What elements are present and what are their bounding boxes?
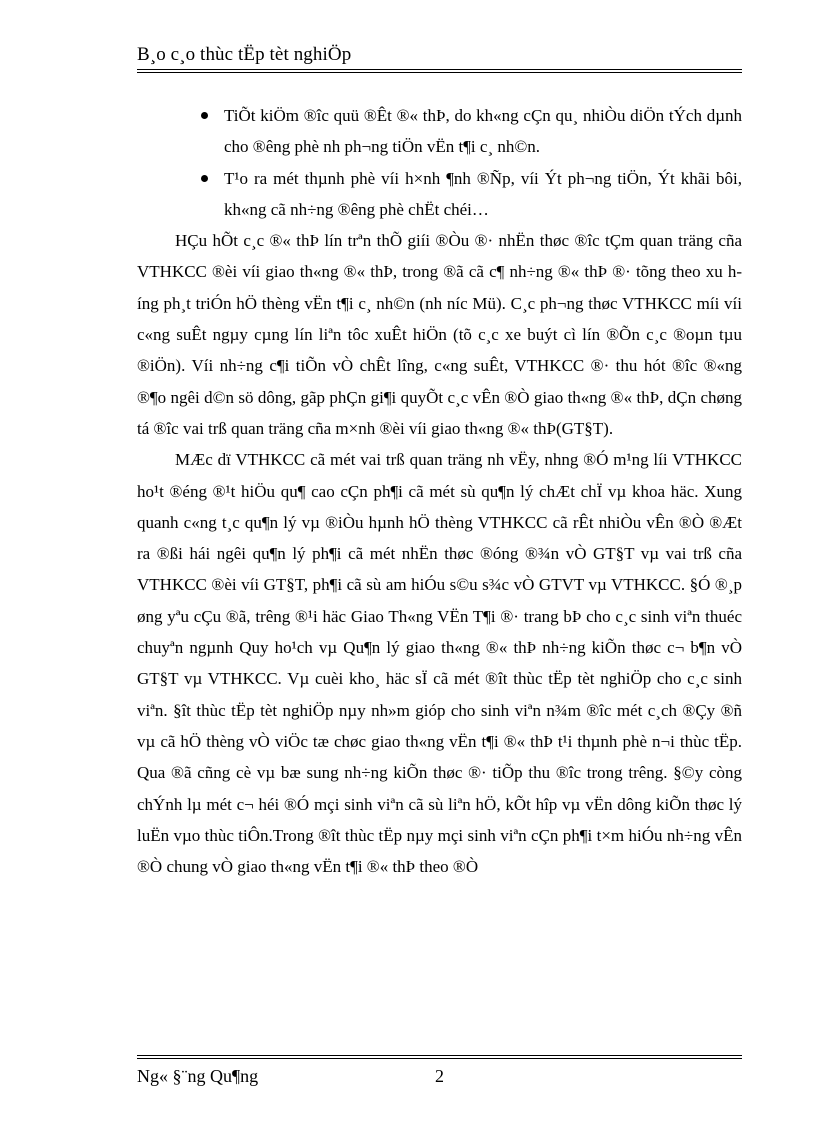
page-number: 2 bbox=[435, 1066, 444, 1086]
footer-author: Ng« §¨ng Qu¶ng bbox=[137, 1066, 259, 1086]
bullet-dot-icon bbox=[201, 175, 208, 182]
footer-row bbox=[137, 1064, 742, 1088]
body-paragraph: HÇu hÕt c¸c ®« thÞ lín trªn thÕ giíi ®Òu ®· nhËn thøc ®îc tÇm quan träng cña VTHKCC ®èi víi giao th«ng ®« thÞ, trong ®ã cã c¶ nh÷ng ®« thÞ ®· tõng theo xu híng ph¸t triÓn hÖ thèng vËn t¶i c¸ nh©n (nh níc Mü). C¸c ph¬ng thøc VTHKCC míi víi c«ng suÊt ngµy cµng lín liªn tôc xuÊt hiÖn (tõ c¸c xe buýt cì lín ®Õn c¸c ®oµn tµu ®iÖn). Víi nh÷ng c¶i tiÕn vÒ chÊt lîng, c«ng suÊt, VTHKCC ®· thu hót ®îc ®«ng ®¶o ngêi d©n sö dông, gãp phÇn gi¶i quyÕt c¸c vÊn ®Ò giao th«ng ®« thÞ, dÇn chøng tá ®îc vai trß quan träng cña m×nh ®èi víi giao th«ng ®« thÞ(GT§T). bbox=[137, 231, 742, 438]
bullet-list bbox=[137, 100, 742, 225]
page-header bbox=[137, 44, 742, 73]
header-title: B¸o c¸o thùc tËp tèt nghiÖp bbox=[137, 44, 352, 65]
page-footer bbox=[137, 1052, 742, 1088]
header-double-rule bbox=[137, 69, 742, 73]
bullet-text: T¹o ra mét thµnh phè víi h×nh ¶nh ®Ñp, víi Ýt ph¬ng tiÖn, Ýt khãi bôi, kh«ng cã nh÷ng ®êng phè chËt chéi bbox=[224, 168, 742, 219]
body-paragraph: MÆc dï VTHKCC cã mét vai trß quan träng nh vËy, nhng ®Ó m¹ng líi VTHKCC ho¹t ®éng ®¹t hiÖu qu¶ cao cÇn ph¶i cã mét sù qu¶n lý chÆt chÏ vµ khoa häc. Xung quanh c«ng t¸c qu¶n lý vµ ®iÒu hµnh hÖ thèng VTHKCC cã rÊt nhiÒu vÊn ®Ò ®Æt ra ®ßi hái ngêi qu¶n lý ph¶i cã mét nhËn thøc ®óng ®¾n vÒ GT§T vµ vai trß cña VTHKCC ®èi víi GT§T, ph¶i cã sù am hiÓu s©u s¾c vÒ GTVT vµ VTHKCC. §Ó ®¸p øng yªu cÇu ®ã, trêng ®¹i häc Giao Th«ng VËn T¶i ®· trang bÞ cho c¸c sinh viªn thuéc chuyªn ngµnh Quy ho¹ch vµ Qu¶n lý giao th«ng ®« thÞ nh÷ng kiÕn thøc c¬ b¶n vÒ GT§T vµ VTHKCC. Vµ cuèi kho¸ häc sÏ cã mét ®ît thùc tËp tèt nghiÖp cho c¸c sinh viªn. §ît thùc tËp tèt nghiÖp nµy nh»m gióp cho sinh viªn n¾m ®îc mét c¸ch ®Çy ®ñ vµ cã hÖ thèng vÒ viÖc tæ chøc giao th«ng vËn t¶i ®« thÞ t¹i thµnh phè n¬i thùc tËp. Qua ®ã cñng cè vµ bæ sung nh÷ng kiÕn thøc ®· tiÕp thu ®îc trong trêng. §©y còng chÝnh lµ mét c¬ héi ®Ó mçi sinh viªn cã sù liªn hÖ, kÕt hîp vµ vËn dông kiÕn thøc lý luËn vµo thùc tiÔn.Trong ®ît thùc tËp nµy mçi sinh viªn cÇn ph¶i t×m hiÓu nh÷ng vÊn ®Ò chung vÒ giao th«ng vËn t¶i ®« thÞ theo ®Ò bbox=[137, 450, 742, 877]
bullet-item: T¹o ra mét thµnh phè víi h×nh ¶nh ®Ñp, víi Ýt ph¬ng tiÖn, Ýt khãi bôi, kh«ng cã nh÷ng ®êng phè chËt chéi… bbox=[224, 163, 742, 226]
bullet-item bbox=[224, 100, 742, 163]
footer-double-rule bbox=[137, 1055, 742, 1059]
bullet-text: TiÕt kiÖm ®îc quü ®Êt ®« thÞ, do kh«ng cÇn qu¸ nhiÒu diÖn tÝch dµnh cho ®êng phè nh ph¬ng tiÖn vËn t¶i c¸ nh©n. bbox=[224, 106, 742, 157]
page-content bbox=[137, 100, 742, 882]
bullet-dot-icon bbox=[201, 112, 208, 119]
